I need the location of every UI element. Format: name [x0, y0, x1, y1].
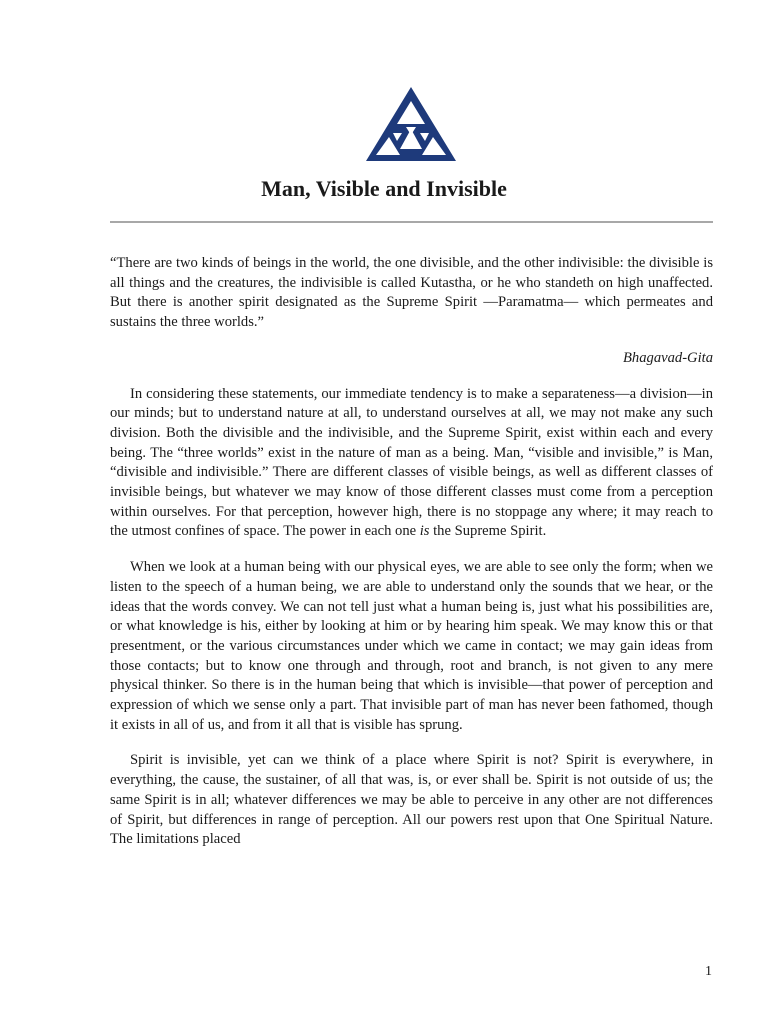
paragraph-1-text: In considering these statements, our immediate tendency is to make a separateness—a division—in our minds; but to understand nature at all, to understand ourselves at all, we may not make any such division. Both the divisible and the indivisible, and the Supreme Spirit, exist within each and every being. The “three worlds” exist in the nature of man as a being. Man, “visible and invisible,” is Man, “divisible and indivisible.” There are different classes of visible beings, as well as different classes of invisible beings, but whatever we may know of those different classes must come from a perception within ourselves. For that perception, however high, there is no stoppage any where; it may reach to the utmost confines of space. The power in each one	[110, 385, 713, 540]
epigraph-quote: “There are two kinds of beings in the world, the one divisible, and the other indivisible: the divisible is all things and the creatures, the indivisible is called Kutastha, or he who standeth on high unaffected. But there is another spirit designated as the Supreme Spirit —Paramatma— which permeates and sustains the three worlds.”	[110, 255, 713, 331]
triangle-star-emblem-icon	[366, 87, 456, 161]
paragraph-1	[110, 385, 713, 543]
paragraph-1-emphasis: is	[419, 523, 430, 540]
paragraph-2: When we look at a human being with our physical eyes, we are able to see only the form; when we listen to the speech of a human being, we are able to understand only the sounds that we hear, or the ideas that the words convey. We can not tell just what a human being is, just what his possibilities are, or what knowledge is his, either by looking at him or by hearing him speak. We may know this or that presentment, or the various circumstances under which we came in contact; we may gain ideas from those contacts; but to know one through and through, root and branch, is not given to any mere physical thinker. So there is in the human being that which is invisible—that power of perception and expression of which we sense only a part. That invisible part of man has never been fathomed, though it exists in all of us, and from it all that is visible has sprung.	[110, 559, 713, 733]
paragraph-3: Spirit is invisible, yet can we think of a place where Spirit is not? Spirit is everywhere, in everything, the cause, the sustainer, of all that was, is, or ever shall be. Spirit is not outside of us; the same Spirit is in all; whatever differences we may be able to perceive in any other are not differences of Spirit, but differences in range of perception. All our powers rest upon that One Spiritual Nature. The limitations placed	[110, 752, 713, 848]
document-body	[110, 254, 713, 850]
epigraph-attribution: Bhagavad-Gita	[623, 349, 713, 366]
paragraph-1-text-end: the Supreme Spirit.	[429, 523, 547, 540]
page-number: 1	[705, 964, 712, 979]
title-divider	[110, 221, 713, 223]
page-title: Man, Visible and Invisible	[261, 176, 507, 201]
